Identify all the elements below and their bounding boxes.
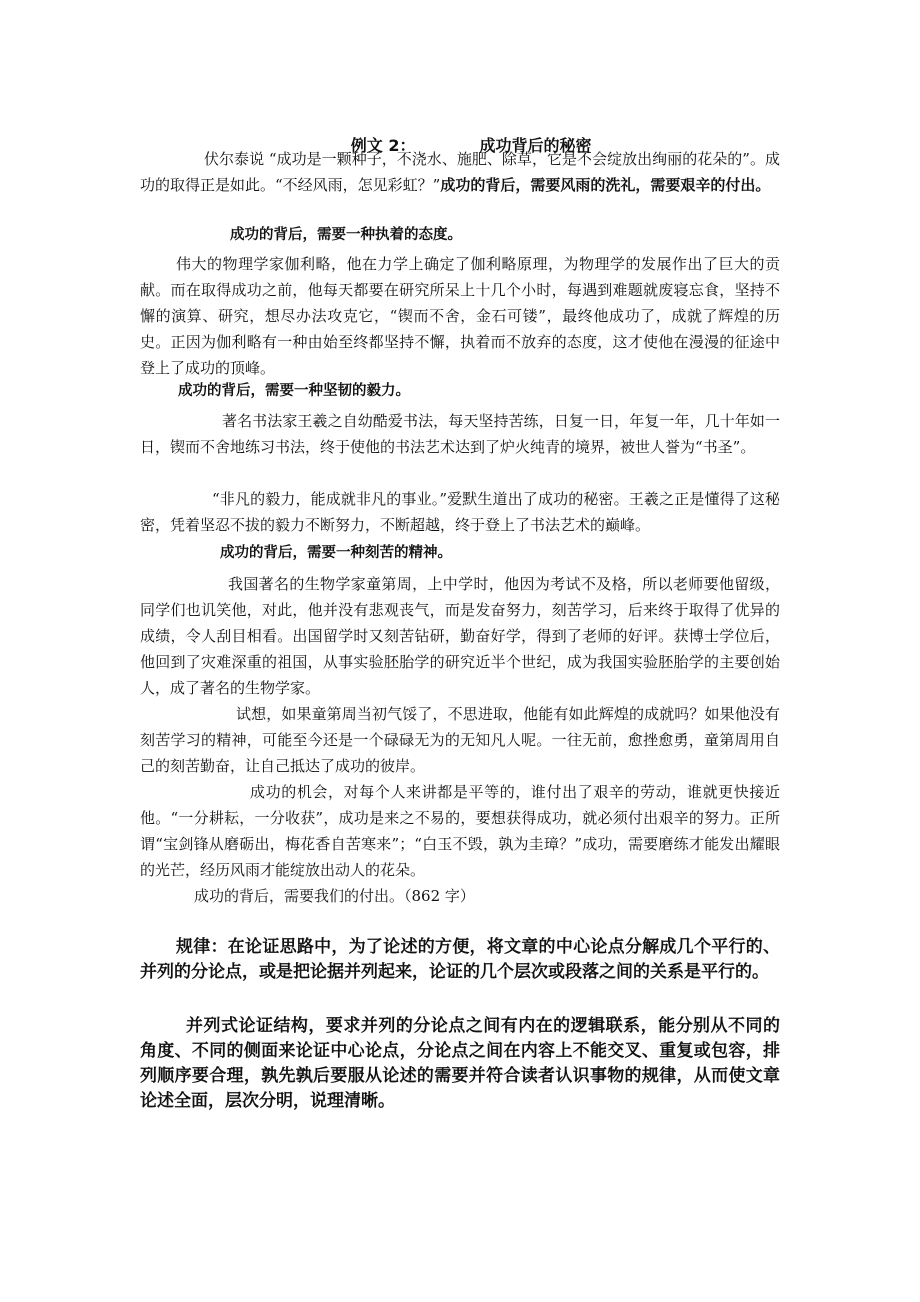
intro-normal-text: 伏尔泰说 “成功是一颗种子，不浇水、施肥、除草，它是不会绽放出绚丽的花朵的”。成功的取得正是如此。“不经风雨，怎见彩虹？” (140, 150, 780, 194)
section3-body-3: 成功的机会，对每个人来讲都是平等的，谁付出了艰辛的劳动，谁就更快接近他。“一分耕耘，一分收获”，成功是来之不易的，要想获得成功，就必须付出艰辛的努力。正所谓“宝剑锋从磨砺出，梅花香自苦寒来”；“白玉不毁，孰为圭璋？”成功，需要磨练才能发出耀眼的光芒，经历风雨才能绽放出动人的花朵。 (140, 783, 780, 879)
intro-paragraph (140, 146, 780, 198)
rule-paragraph-1: 规律：在论证思路中，为了论述的方便，将文章的中心论点分解成几个平行的、并列的分论点，或是把论据并列起来，论证的几个层次或段落之间的关系是平行的。 (140, 937, 780, 982)
section3-body-2: 试想，如果童第周当初气馁了，不思进取，他能有如此辉煌的成就吗？如果他没有刻苦学习的精神，可能至今还是一个碌碌无为的无知凡人呢。一往无前，愈挫愈勇，童第周用自己的刻苦勤奋，让自己抵达了成功的彼岸。 (140, 705, 780, 775)
section2-body-2: “非凡的毅力，能成就非凡的事业。”爱默生道出了成功的秘密。王羲之正是懂得了这秘密，凭着坚忍不拔的毅力不断努力，不断超越，终于登上了书法艺术的巅峰。 (140, 490, 780, 534)
section3-body-1: 我国著名的生物学家童第周，上中学时，他因为考试不及格，所以老师要他留级，同学们也讥笑他，对此，他并没有悲观丧气，而是发奋努力，刻苦学习，后来终于取得了优异的成绩，令人刮目相看。出国留学时又刻苦钻研，勤奋好学，得到了老师的好评。获博士学位后，他回到了灾难深重的祖国，从事实验胚胎学的研究近半个世纪，成为我国实验胚胎学的主要创始人，成了著名的生物学家。 (140, 575, 780, 697)
section1-body: 伟大的物理学家伽利略，他在力学上确定了伽利略原理，为物理学的发展作出了巨大的贡献。而在取得成功之前，他每天都要在研究所呆上十几个小时，每遇到难题就废寝忘食，坚持不懈的演算、研究，想尽办法攻克它，“锲而不舍，金石可镂”，最终他成功了，成就了辉煌的历史。正因为伽利略有一种由始至终都坚持不懈，执着而不放弃的态度，这才使他在漫漫的征途中登上了成功的顶峰。 (140, 255, 780, 377)
intro-bold-text: 成功的背后，需要风雨的洗礼，需要艰辛的付出。 (440, 176, 771, 194)
section1-heading: 成功的背后，需要一种执着的态度。 (230, 227, 462, 243)
conclusion: 成功的背后，需要我们的付出。（862 字） (194, 887, 475, 905)
section3-heading: 成功的背后，需要一种刻苦的精神。 (220, 545, 452, 561)
section2-body-1: 著名书法家王羲之自幼酷爱书法，每天坚持苦练，日复一日，年复一年，几十年如一日，锲而不舍地练习书法，终于使他的书法艺术达到了炉火纯青的境界，被世人誉为“书圣”。 (140, 412, 780, 456)
title-text: 成功背后的秘密 (479, 136, 592, 155)
section2-heading: 成功的背后，需要一种坚韧的毅力。 (178, 383, 410, 399)
title-label: 例文 2： (350, 136, 416, 155)
rule-paragraph-2: 并列式论证结构，要求并列的分论点之间有内在的逻辑联系，能分别从不同的角度、不同的侧面来论证中心论点，分论点之间在内容上不能交叉、重复或包容，排列顺序要合理，孰先孰后要服从论述的需要并符合读者认识事物的规律，从而使文章论述全面，层次分明，说理清晰。 (140, 1016, 780, 1111)
